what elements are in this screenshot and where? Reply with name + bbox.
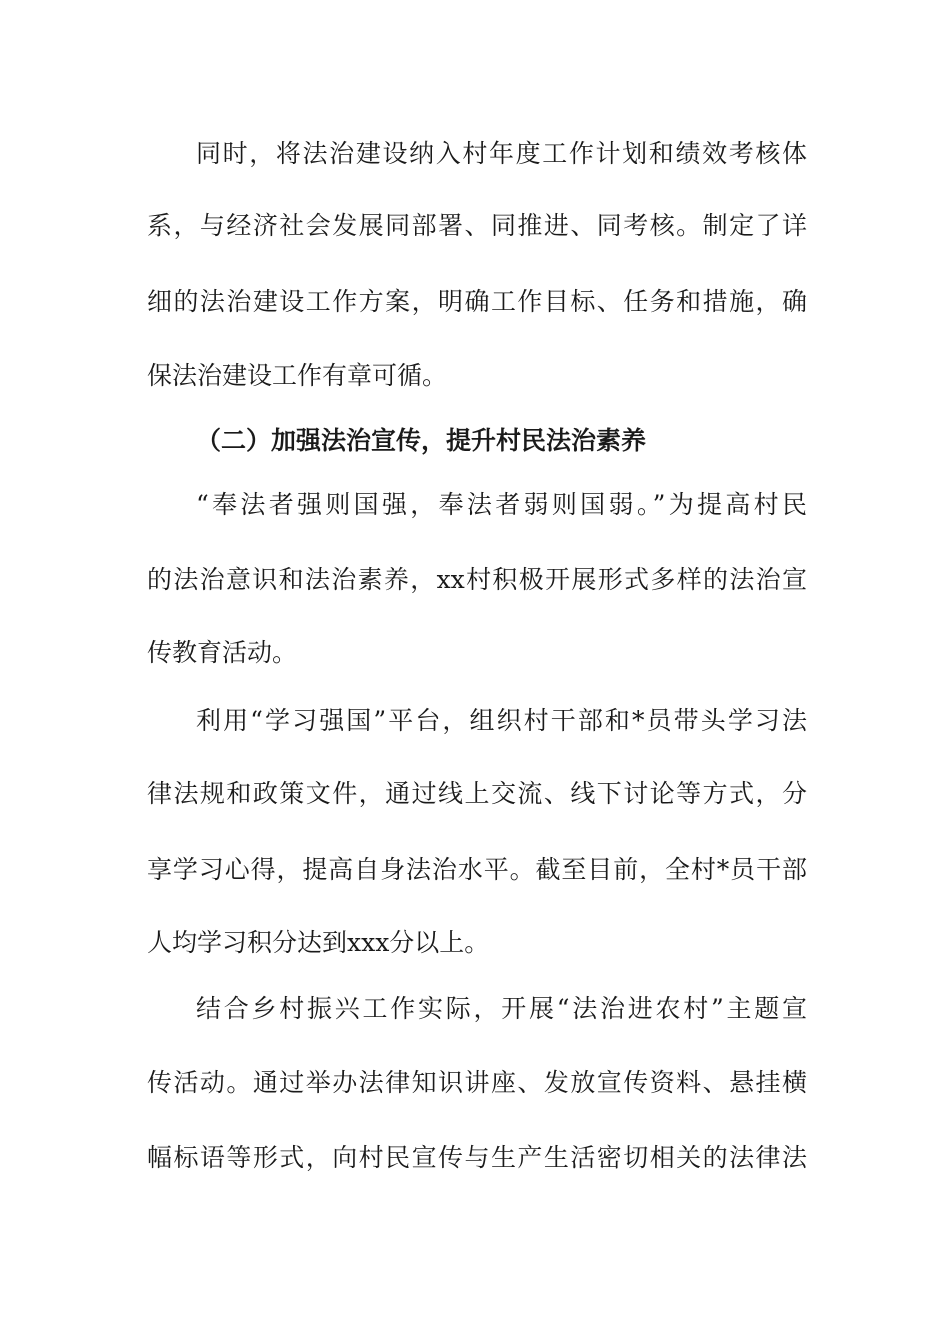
section-heading: （二）加强法治宣传，提升村民法治素养: [196, 426, 647, 455]
paragraph-2-line-3: 传教育活动。: [147, 638, 298, 667]
paragraph-1-line-2: 系，与经济社会发展同部署、同推进、同考核。制定了详: [147, 211, 807, 240]
paragraph-3-line-4: 人均学习积分达到xxx分以上。: [147, 928, 490, 957]
paragraph-3-line-1: 利用“学习强国”平台，组织村干部和*员带头学习法: [196, 706, 807, 735]
paragraph-2-line-2: 的法治意识和法治素养，xx村积极开展形式多样的法治宣: [147, 565, 807, 594]
paragraph-2-line-1: “奉法者强则国强，奉法者弱则国弱。”为提高村民: [196, 490, 807, 519]
paragraph-4-line-2: 传活动。通过举办法律知识讲座、发放宣传资料、悬挂横: [147, 1068, 807, 1097]
paragraph-4-line-1: 结合乡村振兴工作实际，开展“法治进农村”主题宣: [196, 994, 807, 1023]
paragraph-3-line-3: 享学习心得，提高自身法治水平。截至目前，全村*员干部: [147, 855, 807, 884]
paragraph-4-line-3: 幅标语等形式，向村民宣传与生产生活密切相关的法律法: [147, 1143, 807, 1172]
paragraph-1-line-3: 细的法治建设工作方案，明确工作目标、任务和措施，确: [147, 287, 807, 316]
paragraph-1-line-1: 同时，将法治建设纳入村年度工作计划和绩效考核体: [196, 139, 807, 168]
paragraph-3-line-2: 律法规和政策文件，通过线上交流、线下讨论等方式，分: [147, 779, 807, 808]
paragraph-1-line-4: 保法治建设工作有章可循。: [147, 361, 448, 390]
